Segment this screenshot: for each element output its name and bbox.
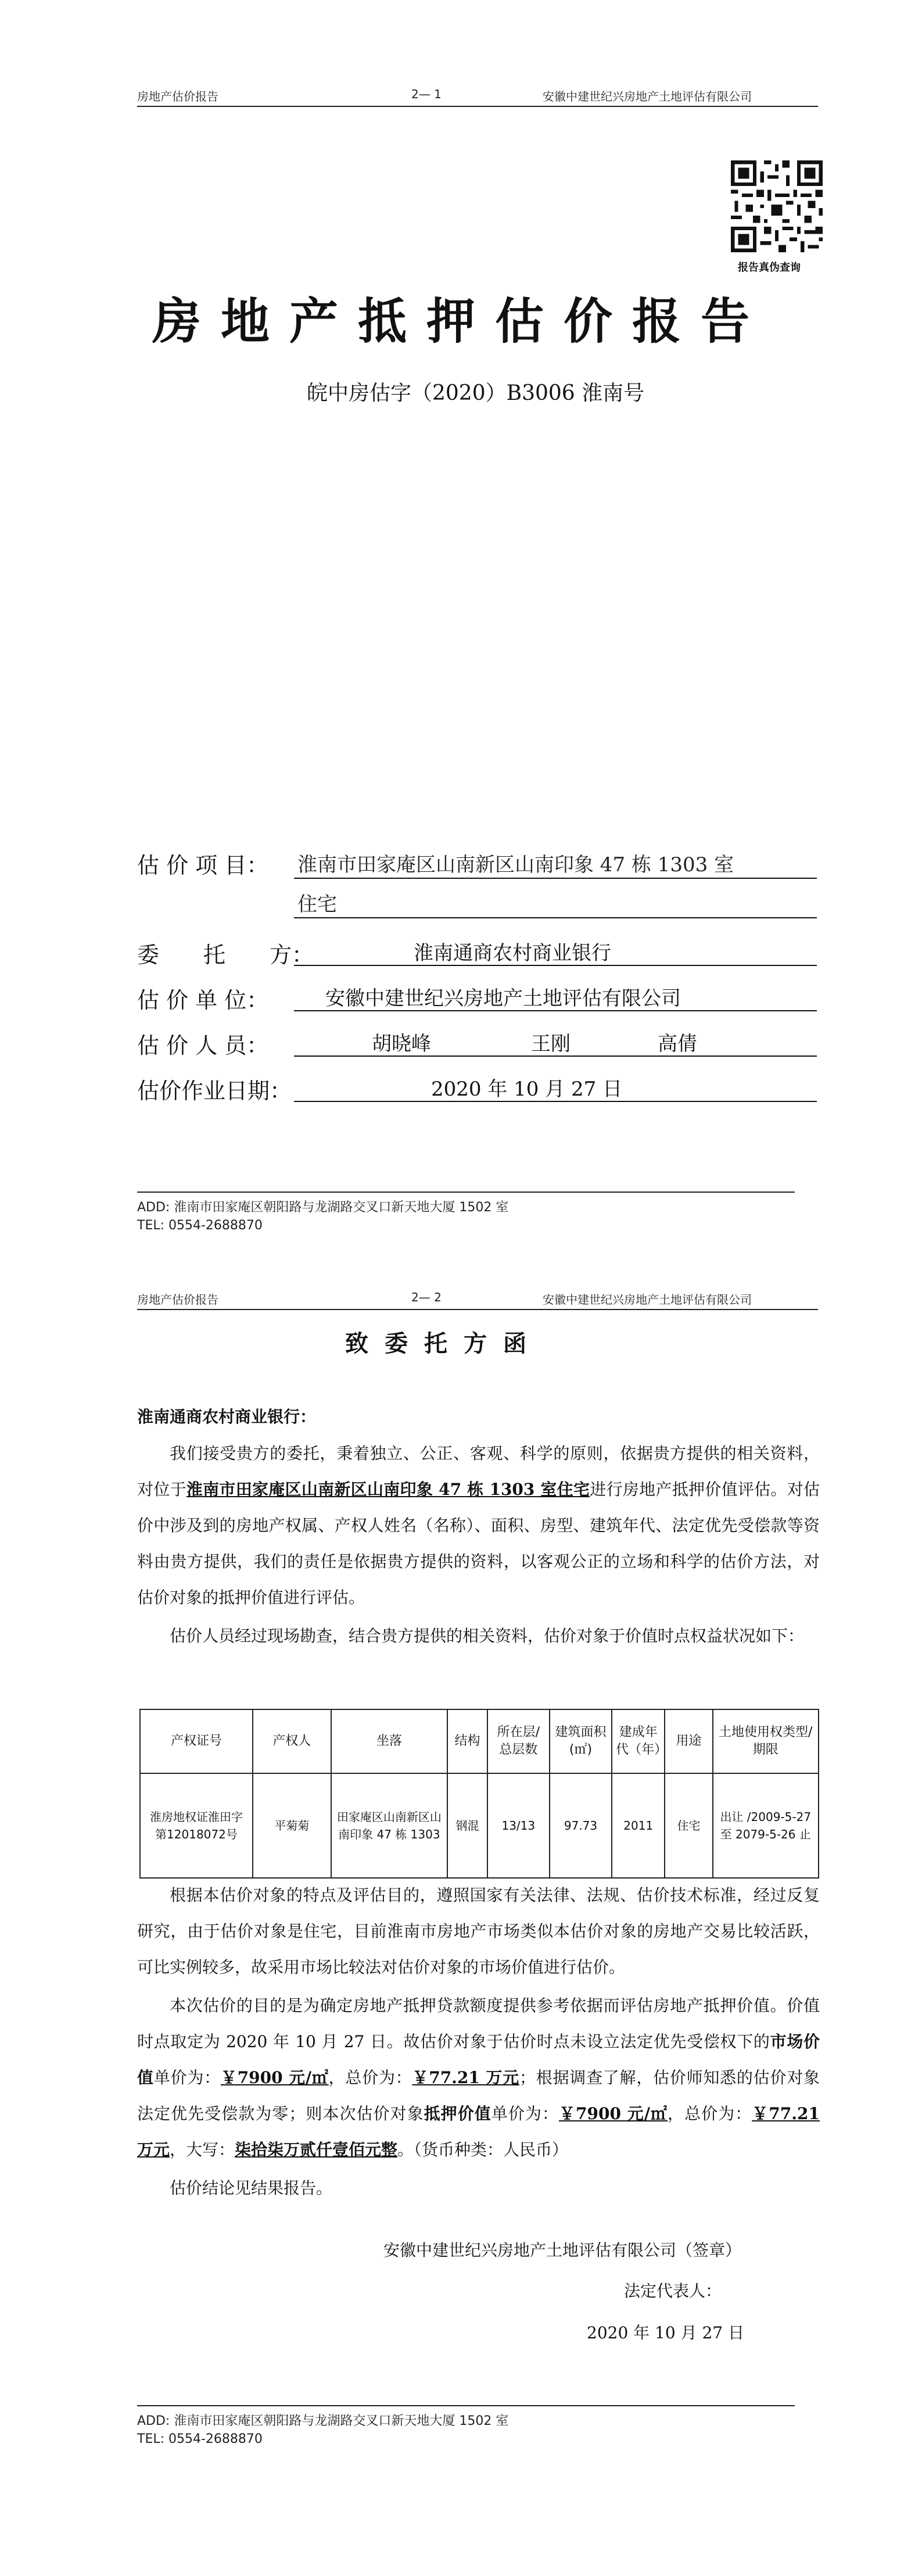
report-title: 房地产抵押估价报告	[152, 292, 770, 350]
table-header-cell: 建成年代（年）	[612, 1709, 665, 1773]
header-left: 房地产估价报告	[137, 90, 218, 103]
header-page-number: 2— 2	[411, 1290, 442, 1304]
table-header-cell: 坐落	[331, 1709, 448, 1773]
table-cell: 97.73	[550, 1773, 612, 1878]
table-cell: 出让 /2009-5-27 至 2079-5-26 止	[713, 1773, 819, 1878]
table-cell: 钢混	[447, 1773, 487, 1878]
report-number: 皖中房估字（2020）B3006 淮南号	[307, 381, 645, 405]
date-value: 2020 年 10 月 27 日	[431, 1078, 623, 1101]
date-label: 估价作业日期：	[137, 1078, 292, 1104]
property-table	[139, 1709, 819, 1879]
paragraph-5: 估价结论见结果报告。	[170, 2178, 333, 2198]
paragraph-1: 我们接受贵方的委托，秉着独立、公正、客观、科学的原则，依据贵方提供的相关资料，对位于淮南市田家庵区山南新区山南印象 47 栋 1303 室住宅进行房地产抵押价值评估。对估价中涉及到的房地产权属、产权人姓名（名称）、面积、房型、建筑年代、法定优先受偿款等资料由贵方提供，我们的责任是依据贵方提供的资料，以客观公正的立场和科学的估价方法，对估价对象的抵押价值进行评估。	[137, 1444, 820, 1607]
table-header-row	[140, 1709, 819, 1773]
footer-tel: TEL: 0554-2688870	[137, 1218, 263, 1233]
table-cell: 住宅	[665, 1773, 712, 1878]
paragraph-4: 本次估价的目的是为确定房地产抵押贷款额度提供参考依据而评估房地产抵押价值。价值时点取定为 2020 年 10 月 27 日。故估价对象于估价时点未设立法定优先受偿权下的市场价值单价为：￥7900 元/㎡，总价为：￥77.21 万元；根据调查了解，估价师知悉的估价对象法定优先受偿款为零；则本次估价对象抵押价值单价为：￥7900 元/㎡，总价为：￥77.21 万元，大写：柒拾柒万贰仟壹佰元整。（货币种类：人民币）	[137, 1996, 820, 2159]
appraiser-name: 胡晓峰	[372, 1032, 431, 1056]
footer-address: ADD: 淮南市田家庵区朝阳路与龙湖路交叉口新天地大厦 1502 室	[137, 1200, 509, 1215]
unit-value: 安徽中建世纪兴房地产土地评估有限公司	[325, 987, 681, 1010]
project-label: 估 价 项 目：	[137, 853, 269, 878]
table-cell: 13/13	[487, 1773, 550, 1878]
date-underline	[294, 1101, 817, 1102]
appraisers-label: 估 价 人 员：	[137, 1033, 269, 1058]
client-value: 淮南通商农村商业银行	[414, 942, 611, 965]
appraiser-name: 高倩	[658, 1032, 697, 1056]
paragraph-3: 根据本估价对象的特点及评估目的，遵照国家有关法律、法规、估价技术标准，经过反复研究，由于估价对象是住宅，目前淮南市房地产市场类似本估价对象的房地产交易比较活跃，可比实例较多，故采用市场比较法对估价对象的市场价值进行估价。	[137, 1886, 820, 1977]
letter-page	[0, 1290, 922, 2576]
paragraph-2: 估价人员经过现场勘查，结合贵方提供的相关资料，估价对象于价值时点权益状况如下：	[170, 1626, 805, 1645]
project-value-line2: 住宅	[297, 893, 337, 916]
table-row	[140, 1773, 819, 1878]
appraiser-name: 王刚	[531, 1032, 571, 1056]
header-page-number: 2— 1	[411, 87, 442, 101]
signature-company: 安徽中建世纪兴房地产土地评估有限公司（签章）	[383, 2241, 742, 2260]
letter-title: 致委托方函	[345, 1330, 543, 1357]
client-underline	[294, 965, 817, 966]
header-left: 房地产估价报告	[137, 1293, 218, 1307]
table-cell: 2011	[612, 1773, 665, 1878]
project-underline-1	[294, 878, 817, 879]
unit-underline	[294, 1010, 817, 1011]
table-header-cell: 用途	[665, 1709, 712, 1773]
qr-caption: 报告真伪查询	[738, 262, 801, 274]
table-cell: 田家庵区山南新区山南印象 47 栋 1303	[331, 1773, 448, 1878]
footer-tel: TEL: 0554-2688870	[137, 2432, 263, 2446]
table-header-cell: 产权证号	[140, 1709, 253, 1773]
table-cell: 淮房地权证淮田字第12018072号	[140, 1773, 253, 1878]
signature-date: 2020 年 10 月 27 日	[587, 2323, 745, 2342]
appraisers-underline	[294, 1056, 817, 1057]
table-header-cell: 结构	[447, 1709, 487, 1773]
unit-label: 估 价 单 位：	[137, 988, 269, 1013]
table-header-cell: 所在层/总层数	[487, 1709, 550, 1773]
project-value-line1: 淮南市田家庵区山南新区山南印象 47 栋 1303 室	[297, 853, 734, 876]
header-rule	[137, 106, 818, 107]
table-cell: 平菊菊	[253, 1773, 331, 1878]
table-header-cell: 土地使用权类型/期限	[713, 1709, 819, 1773]
footer-address: ADD: 淮南市田家庵区朝阳路与龙湖路交叉口新天地大厦 1502 室	[137, 2414, 509, 2428]
footer-rule	[137, 2405, 795, 2406]
header-rule	[137, 1309, 818, 1310]
client-label: 委 托 方：	[137, 942, 314, 968]
project-underline-2	[294, 917, 817, 918]
table-header-cell: 产权人	[253, 1709, 331, 1773]
header-right: 安徽中建世纪兴房地产土地评估有限公司	[543, 1293, 752, 1307]
qr-code-icon[interactable]	[731, 160, 823, 252]
footer-rule	[137, 1192, 795, 1193]
table-header-cell: 建筑面积(㎡)	[550, 1709, 612, 1773]
signature-representative: 法定代表人：	[624, 2281, 722, 2300]
salutation: 淮南通商农村商业银行：	[137, 1407, 317, 1426]
header-right: 安徽中建世纪兴房地产土地评估有限公司	[543, 90, 752, 103]
